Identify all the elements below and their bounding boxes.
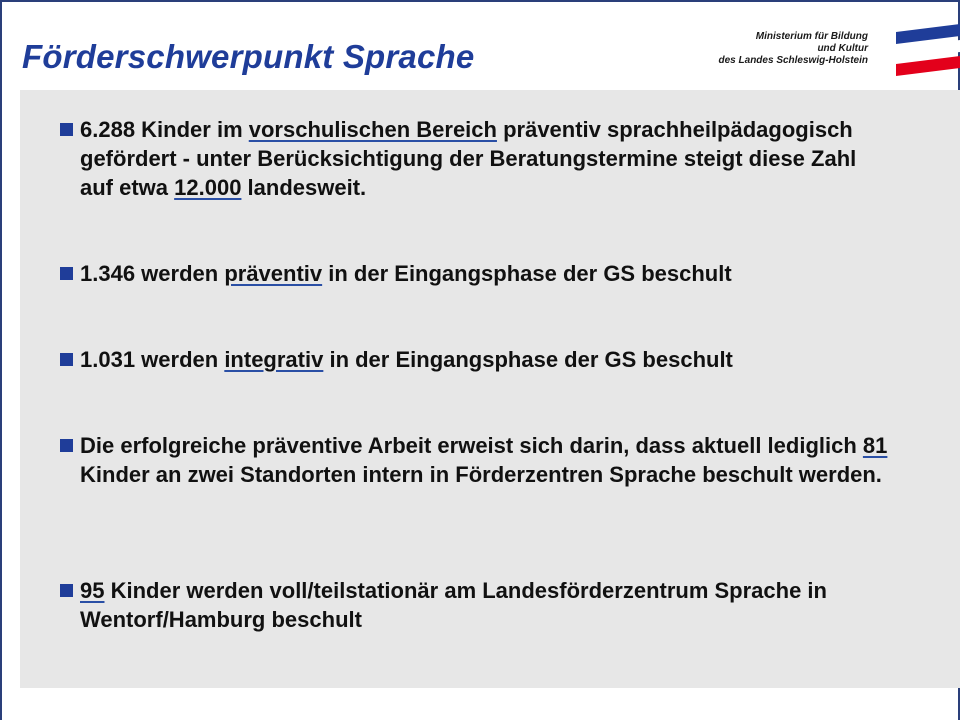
- square-bullet-icon: [60, 123, 73, 136]
- bullet-text-1: 6.288 Kinder im vorschulischen Bereich präventiv sprachheilpädagogisch gefördert - unter Berücksichtigung der Beratungstermine steigt diese Zahl auf etwa 12.000 landesweit.: [80, 117, 857, 200]
- ministry-line-3: des Landes Schleswig-Holstein: [718, 55, 868, 66]
- ministry-logo-icon: [896, 24, 960, 76]
- bullet-item-1: [60, 115, 890, 202]
- frame-left-border: [0, 0, 2, 720]
- square-bullet-icon: [60, 267, 73, 280]
- frame-top-border: [0, 0, 960, 2]
- slide-title: Förderschwerpunkt Sprache: [22, 38, 475, 75]
- bullet-item-3: [60, 345, 890, 374]
- bullet-item-2: [60, 259, 890, 288]
- ministry-line-1: Ministerium für Bildung: [755, 31, 868, 42]
- bullet-item-4: [60, 431, 890, 489]
- ministry-line-2: und Kultur: [817, 43, 868, 54]
- square-bullet-icon: [60, 439, 73, 452]
- ministry-label: [719, 31, 868, 67]
- bullet-text-4: Die erfolgreiche präventive Arbeit erweist sich darin, dass aktuell lediglich 81 Kinder an zwei Standorten intern in Förderzentren Sprache beschult werden.: [80, 433, 888, 487]
- bullet-text-5: 95 Kinder werden voll/teilstationär am Landesförderzentrum Sprache in Wentorf/Hamburg beschult: [80, 578, 827, 632]
- bullet-item-5: [60, 576, 890, 634]
- bullet-text-3: 1.031 werden integrativ in der Eingangsphase der GS beschult: [80, 347, 733, 372]
- square-bullet-icon: [60, 584, 73, 597]
- bullet-text-2: 1.346 werden präventiv in der Eingangsphase der GS beschult: [80, 261, 732, 286]
- square-bullet-icon: [60, 353, 73, 366]
